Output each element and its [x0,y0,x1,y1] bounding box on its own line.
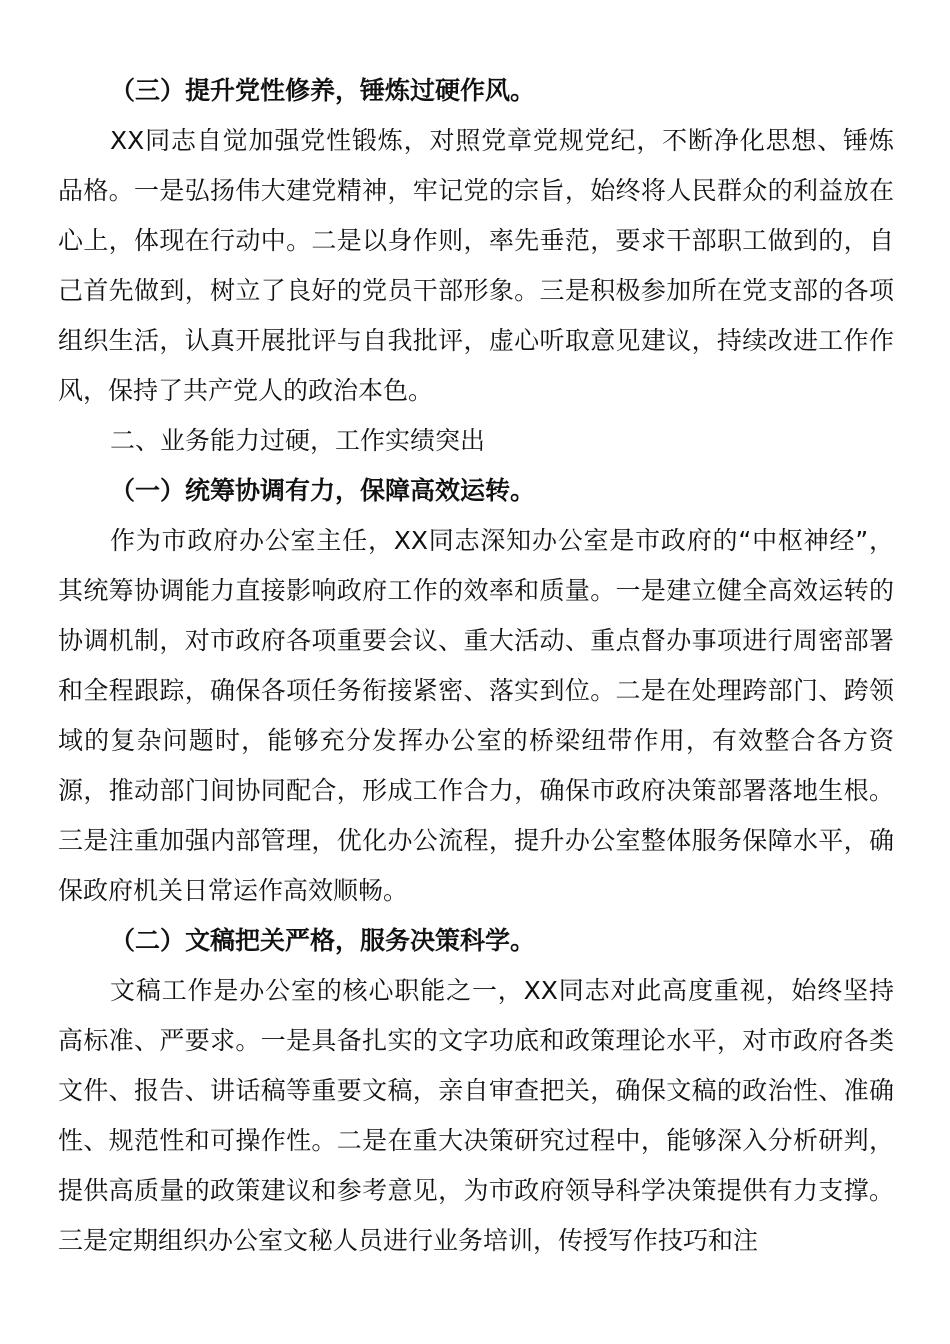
paragraph-coordination: 作为市政府办公室主任，XX同志深知办公室是市政府的“中枢神经”，其统筹协调能力直接影响政府工作的效率和质量。一是建立健全高效运转的协调机制，对市政府各项重要会议、重大活动、重点督办事项进行周密部署和全程跟踪，确保各项任务衔接紧密、落实到位。二是在处理跨部门、跨领域的复杂问题时，能够充分发挥办公室的桥梁纽带作用，有效整合各方资源，推动部门间协同配合，形成工作合力，确保市政府决策部署落地生根。三是注重加强内部管理，优化办公流程，提升办公室整体服务保障水平，确保政府机关日常运作高效顺畅。 [58,526,894,905]
paragraph-party-spirit: XX同志自觉加强党性锻炼，对照党章党规党纪，不断净化思想、锤炼品格。一是弘扬伟大建党精神，牢记党的宗旨，始终将人民群众的利益放在心上，体现在行动中。二是以身作则，率先垂范，要求干部职工做到的，自己首先做到，树立了良好的党员干部形象。三是积极参加所在党支部的各项组织生活，认真开展批评与自我批评，虚心听取意见建议，持续改进工作作风，保持了共产党人的政治本色。 [58,126,894,405]
document-body [58,66,894,1266]
section-heading-business-ability: 二、业务能力过硬，工作实绩突出 [110,426,486,455]
subheading-documents: （二）文稿把关严格，服务决策科学。 [110,926,536,955]
subheading-coordination: （一）统筹协调有力，保障高效运转。 [110,476,536,505]
paragraph-documents: 文稿工作是办公室的核心职能之一，XX同志对此高度重视，始终坚持高标准、严要求。一是具备扎实的文字功底和政策理论水平，对市政府各类文件、报告、讲话稿等重要文稿，亲自审查把关，确保文稿的政治性、准确性、规范性和可操作性。二是在重大决策研究过程中，能够深入分析研判，提供高质量的政策建议和参考意见，为市政府领导科学决策提供有力支撑。三是定期组织办公室文秘人员进行业务培训，传授写作技巧和注 [58,976,894,1255]
subheading-party-spirit: （三）提升党性修养，锤炼过硬作风。 [110,76,536,105]
